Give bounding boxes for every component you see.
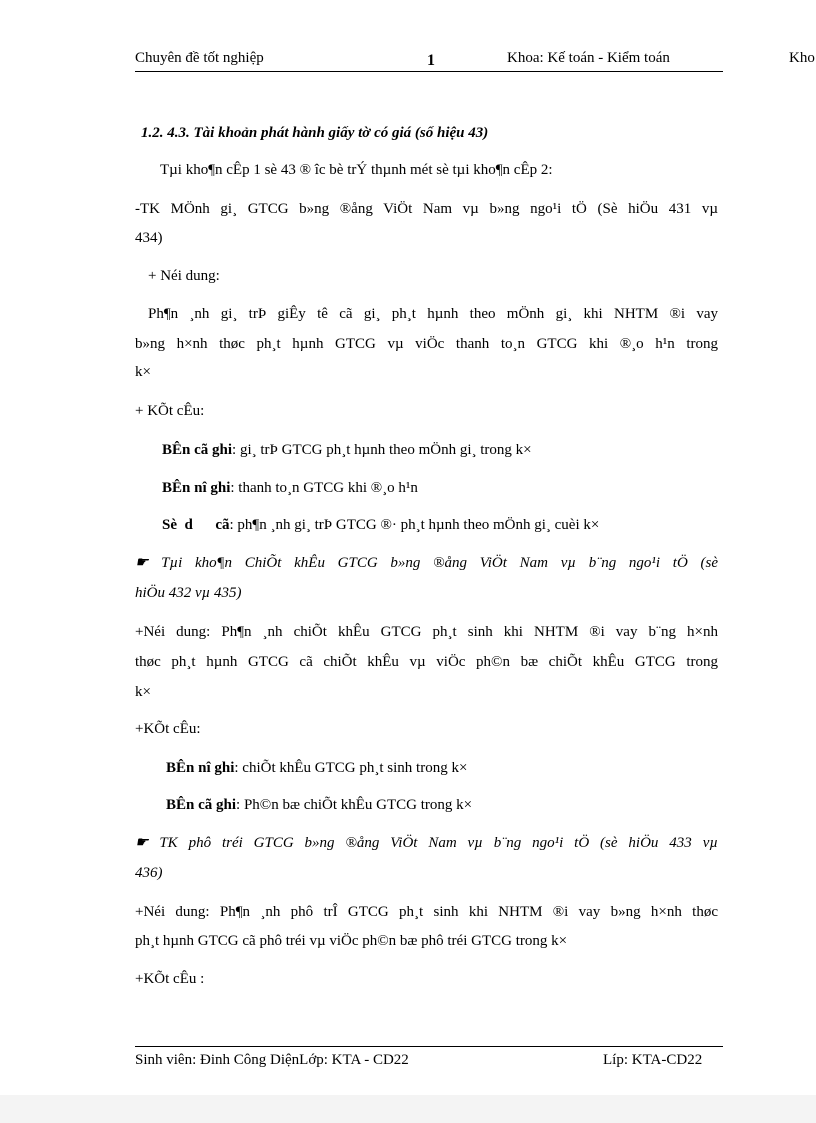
header-topic: Chuyên đề tốt nghiệp [135,50,264,66]
noi-dung-label: + Néi dung: [148,268,220,284]
chiet-khau-ben-no-text: : chiÕt khÊu GTCG ph¸t sinh trong k× [234,760,468,776]
so-du-text: : ph¶n ¸nh gi¸ trÞ GTCG ®· ph¸t hµnh theo mÖnh gi¸ cuèi k× [229,517,600,533]
phu-troi-title-line-1: ☛ TK phô tréi GTCG b»ng ®ång ViÖt Nam vµ b¨ng ngo¹i tÖ (sè hiÖu 433 vµ [135,835,718,851]
phu-troi-content-line-1: +Néi dung: Ph¶n ¸nh phô trÎ GTCG ph¸t sinh khi NHTM ®i vay b»ng h×nh thøc [135,904,718,920]
ben-co-label: BÊn cã ghi [162,442,233,458]
chiet-khau-ket-cau-label: +KÕt cÊu: [135,721,201,737]
ben-no-row [162,479,418,497]
ben-no-text: : thanh to¸n GTCG khi ®¸o h¹n [230,480,418,496]
section-heading: 1.2. 4.3. Tài khoản phát hành giấy tờ có giá (số hiệu 43) [141,125,489,141]
intro-paragraph: Tµi kho¶n cÊp 1 sè 43 ® îc bè trÝ thµnh mét sè tµi kho¶n cÊp 2: [160,162,553,178]
ket-cau-label: + KÕt cÊu: [135,403,205,419]
phu-troi-content-line-2: ph¸t hµnh GTCG cã phô tréi vµ viÖc ph©n bæ phô tréi GTCG trong k× [135,933,568,949]
tk-menh-gia-line-1: -TK MÖnh gi¸ GTCG b»ng ®ång ViÖt Nam vµ b»ng ngo¹i tÖ (Sè hiÖu 431 vµ [135,201,718,217]
phan-anh-line-2: b»ng h×nh thøc ph¸t hµnh GTCG vµ viÖc thanh to¸n GTCG khi ®¸o h¹n trong [135,336,718,352]
phan-anh-line-3: k× [135,364,151,380]
tk-menh-gia-line-2: 434) [135,230,163,246]
phu-troi-ket-cau-label: +KÕt cÊu : [135,971,205,987]
ben-co-row [162,441,532,459]
chiet-khau-content-line-2: thøc ph¸t hµnh GTCG cã chiÕt khÊu vµ viÖc ph©n bæ chiÕt khÊu GTCG trong [135,654,718,670]
chiet-khau-ben-no-row [166,759,467,777]
ben-no-label: BÊn nî ghi [162,480,231,496]
ben-co-text: : gi¸ trÞ GTCG ph¸t hµnh theo mÖnh gi¸ trong k× [232,442,532,458]
chiet-khau-ben-co-row [166,796,472,814]
header-rule [135,71,723,72]
so-du-row [162,516,599,534]
footer-rule [135,1046,723,1047]
page-bottom-margin [0,1095,816,1123]
footer-student: Sinh viên: Đinh Công DiệnLớp: KTA - CD22 [135,1052,409,1068]
chiet-khau-ben-co-label: BÊn cã ghi [166,797,237,813]
chiet-khau-content-line-1: +Néi dung: Ph¶n ¸nh chiÕt khÊu GTCG ph¸t sinh khi NHTM ®i vay b¨ng h×nh [135,624,718,640]
footer-class: Líp: KTA-CD22 [603,1052,703,1068]
header-department: Khoa: Kế toán - Kiểm toán [507,50,670,66]
page-number: 1 [427,52,435,69]
chiet-khau-title-line-1: ☛ Tµi kho¶n ChiÕt khÊu GTCG b»ng ®ång ViÖt Nam vµ b¨ng ngo¹i tÖ (sè [135,555,718,571]
so-du-label: Sè d cã [162,517,230,533]
phan-anh-line-1: Ph¶n ¸nh gi¸ trÞ giÊy tê cã gi¸ ph¸t hµnh theo mÖnh gi¸ khi NHTM ®i vay [148,306,718,322]
chiet-khau-ben-co-text: : Ph©n bæ chiÕt khÊu GTCG trong k× [236,797,473,813]
chiet-khau-content-line-3: k× [135,684,151,700]
chiet-khau-ben-no-label: BÊn nî ghi [166,760,235,776]
phu-troi-title-line-2: 436) [135,865,163,881]
chiet-khau-title-line-2: hiÖu 432 vµ 435) [135,585,242,601]
header-overflow-text: Kho [789,50,815,66]
